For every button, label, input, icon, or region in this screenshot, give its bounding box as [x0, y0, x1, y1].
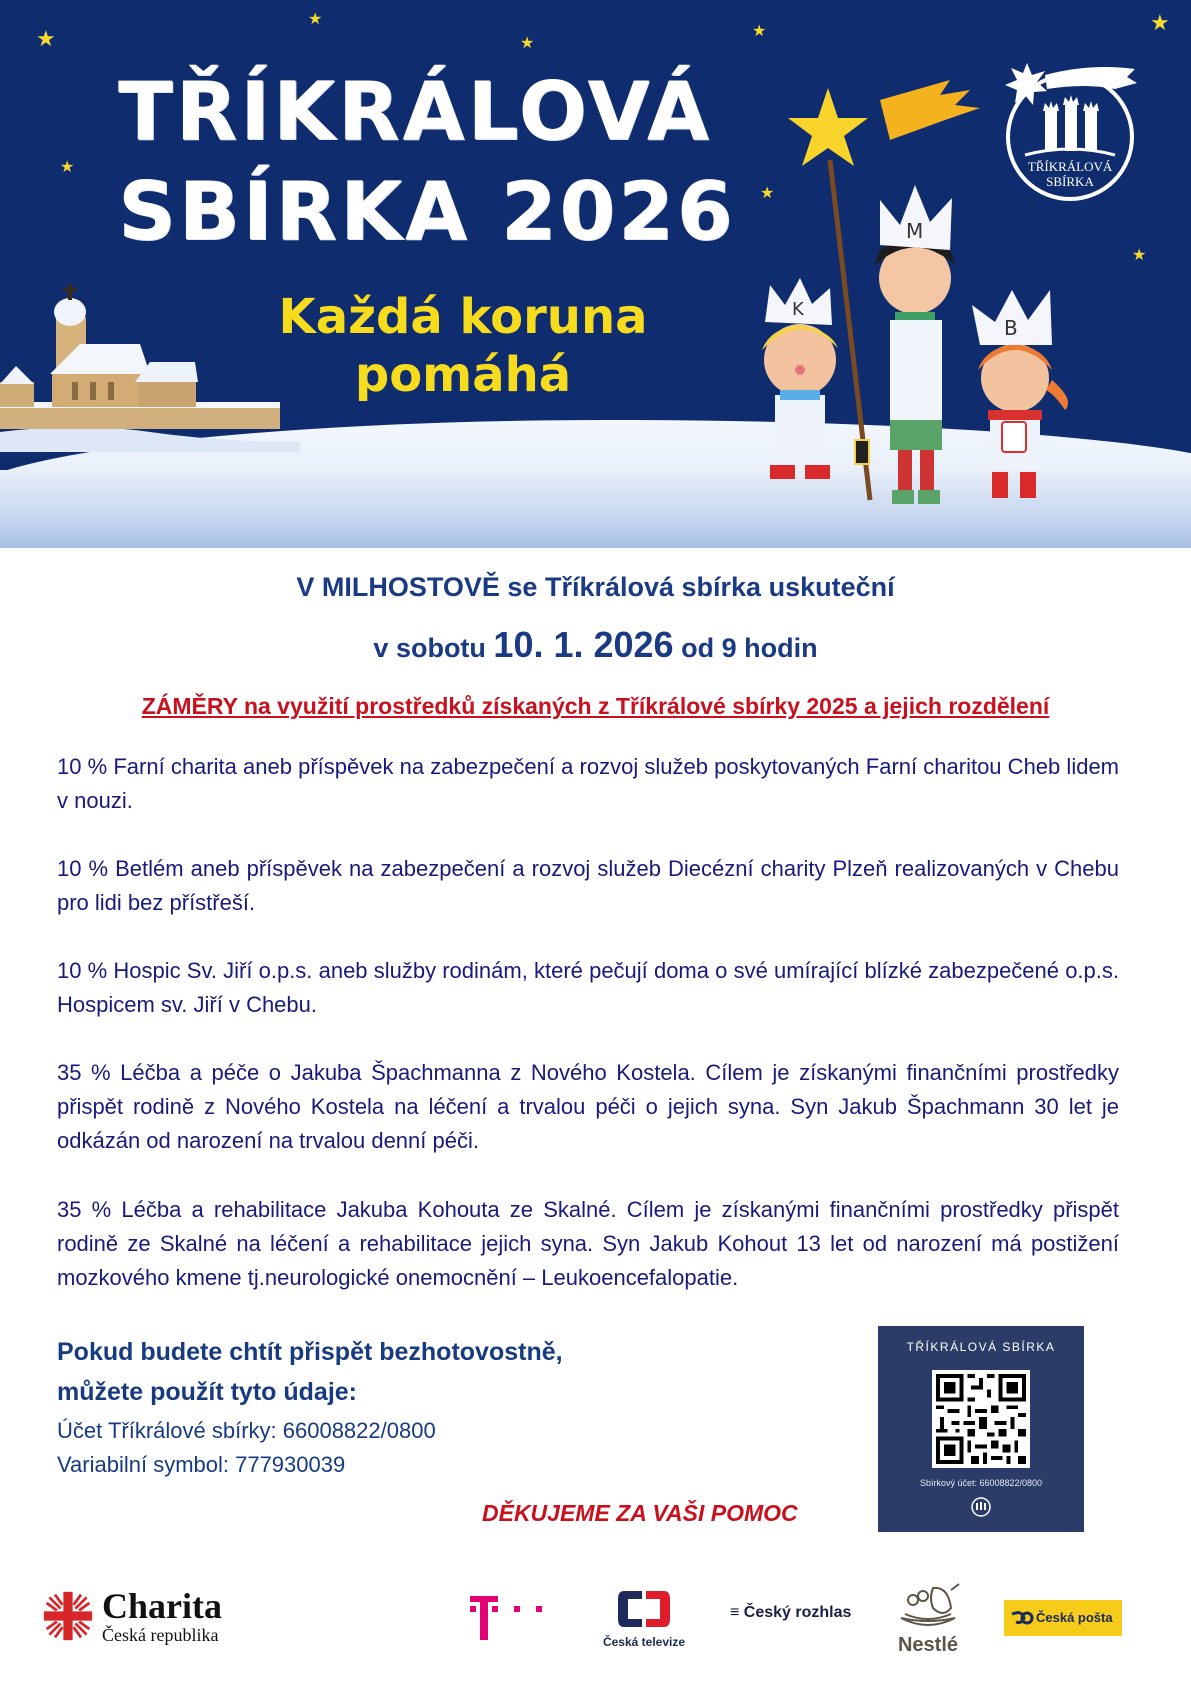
sponsor-nestle	[893, 1578, 963, 1658]
nestle-nest-icon	[893, 1578, 963, 1634]
qr-code-icon	[932, 1370, 1030, 1468]
date-suffix: od 9 hodin	[673, 633, 818, 663]
star-icon: ★	[1132, 247, 1147, 264]
banner-title	[118, 62, 738, 262]
donation-heading-2: můžete použít tyto údaje:	[57, 1378, 357, 1406]
donation-heading-1: Pokud budete chtít přispět bezhotovostně,	[57, 1338, 563, 1366]
charita-cross-icon	[42, 1590, 94, 1642]
star-icon: ★	[36, 26, 56, 51]
bank-account: Účet Tříkrálové sbírky: 66008822/0800	[57, 1418, 436, 1443]
title-line-2: SBÍRKA 2026	[118, 165, 736, 258]
ceska-televize-icon	[594, 1585, 694, 1635]
posthorn-icon	[1010, 1610, 1034, 1626]
intention-item: 35 % Léčba a rehabilitace Jakuba Kohouta ze Skalné. Cílem je získanými finančními prostředky přispět rodině ze Skalné na léčení a rehabilitace jejich syna. Syn Jakub Kohout 13 let od narození má postižení mozkového kmene tj.neurologické onemocnění – Leukoencefalopatie.	[57, 1197, 1119, 1290]
three-kings-icon	[970, 1496, 992, 1518]
qr-payment-card	[878, 1326, 1084, 1532]
announcement-line-1: V MILHOSTOVĚ se Tříkrálová sbírka uskuteční	[296, 572, 895, 602]
cesky-rozhlas-label: Český rozhlas	[743, 1604, 852, 1621]
ceska-televize-label: Česká televize	[602, 1635, 686, 1649]
intention-item: 10 % Farní charita aneb příspěvek na zabezpečení a rozvoj služeb poskytovaných Farní charitou Cheb lidem v nouzi.	[57, 754, 1119, 813]
logo-text-line-1: TŘÍKRÁLOVÁ	[1027, 159, 1113, 174]
logo-text	[995, 159, 1145, 189]
qr-card-title: TŘÍKRÁLOVÁ SBÍRKA	[906, 1340, 1056, 1354]
slogan-line-2: pomáhá	[354, 347, 572, 403]
qr-card-account: Sbírkový účet: 66008822/0800	[919, 1478, 1043, 1488]
slogan-line-1: Každá koruna	[278, 289, 648, 345]
svg-text:B: B	[1004, 316, 1018, 340]
variable-symbol: Variabilní symbol: 777930039	[57, 1452, 346, 1477]
cesky-rozhlas-icon: ≡	[730, 1604, 744, 1621]
charita-subtitle: Česká republika	[102, 1625, 219, 1645]
intention-item: 10 % Hospic Sv. Jiří o.p.s. aneb služby rodinám, které pečují doma o své umírající blízké zabezpečené o.p.s. Hospicem sv. Jiří v Chebu.	[57, 958, 1119, 1017]
sponsor-telekom	[468, 1592, 558, 1644]
event-date: 10. 1. 2026	[493, 624, 674, 665]
star-icon: ★	[752, 23, 767, 40]
qr-code[interactable]	[932, 1370, 1030, 1468]
star-icon: ★	[60, 159, 75, 176]
star-icon: ★	[1150, 10, 1170, 35]
sponsor-charita	[40, 1585, 240, 1645]
star-icon: ★	[520, 35, 535, 52]
sponsor-ceska-posta	[1004, 1600, 1122, 1636]
star-icon: ★	[760, 185, 775, 202]
trikralova-sbirka-logo	[995, 55, 1145, 205]
sponsor-ceska-televize	[594, 1585, 694, 1655]
banner-slogan	[228, 288, 698, 404]
svg-text:M: M	[906, 219, 924, 243]
announcement-line-2	[0, 624, 1191, 666]
intention-item: 35 % Léčba a péče o Jakuba Špachmanna z Nového Kostela. Cílem je získanými finančními prostředky přispět rodině z Nového Kostela na léčení a trvalou péči o jejich syna. Syn Jakub Špachmann 30 let je odkázán od narození na trvalou denní péči.	[57, 1060, 1119, 1153]
title-line-1: TŘÍKRÁLOVÁ	[118, 65, 712, 158]
telekom-t-icon	[468, 1592, 558, 1644]
star-icon: ★	[308, 11, 323, 28]
thanks-message: DĚKUJEME ZA VAŠI POMOC	[482, 1500, 798, 1526]
intention-item: 10 % Betlém aneb příspěvek na zabezpečení a rozvoj služeb Diecézní charity Plzeň realizovaných v Chebu pro lidi bez přístřeší.	[57, 856, 1119, 915]
intentions-title: ZÁMĚRY na využití prostředků získaných z Tříkrálové sbírky 2025 a jejich rozdělení	[141, 693, 1050, 719]
svg-text:K: K	[792, 299, 804, 320]
logo-text-line-2: SBÍRKA	[1046, 174, 1094, 189]
header-banner	[0, 0, 1191, 548]
date-prefix: v sobotu	[373, 633, 494, 663]
nestle-label: Nestlé	[897, 1634, 959, 1656]
ceska-posta-label: Česká pošta	[1036, 1610, 1113, 1625]
charita-name: Charita	[102, 1586, 222, 1626]
sponsor-cesky-rozhlas	[730, 1604, 851, 1622]
